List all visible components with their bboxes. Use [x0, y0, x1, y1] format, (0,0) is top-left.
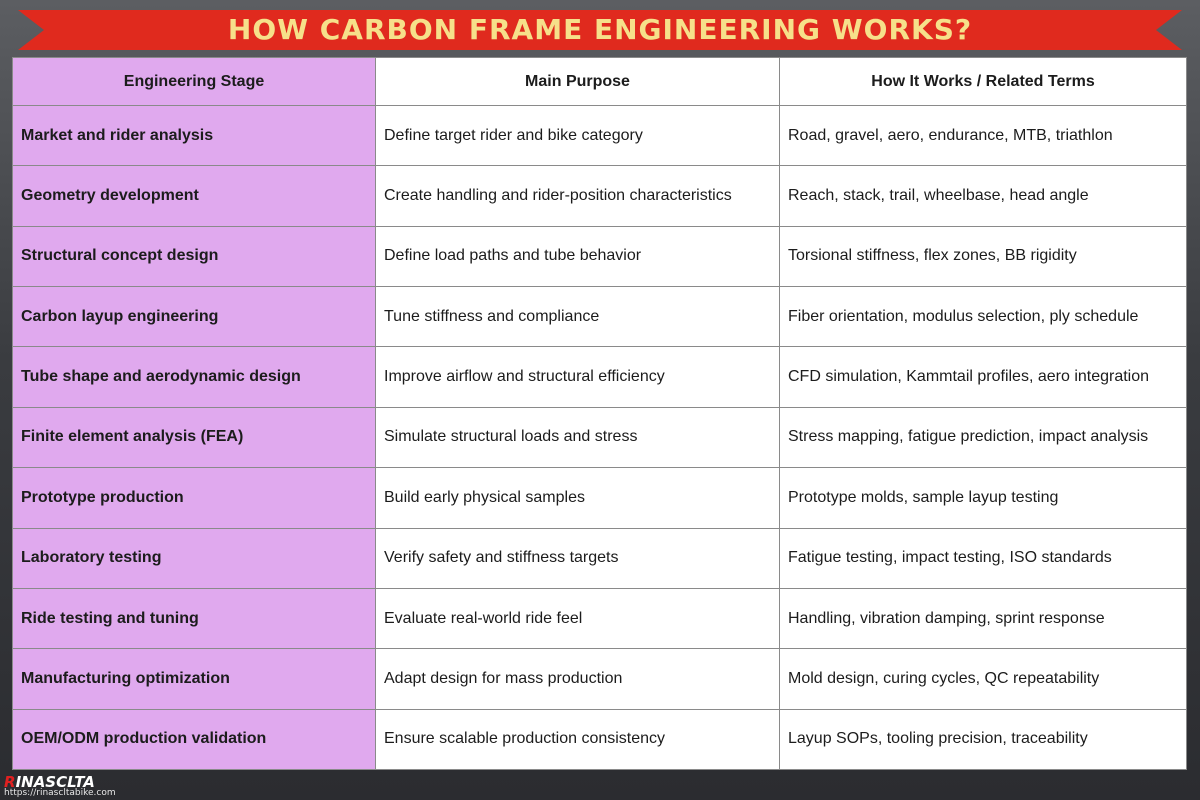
column-header-main-purpose: Main Purpose	[376, 58, 780, 106]
column-header-engineering-stage: Engineering Stage	[13, 58, 376, 106]
table-header-row	[13, 58, 1187, 106]
stage-cell: Prototype production	[13, 468, 376, 528]
terms-cell: Torsional stiffness, flex zones, BB rigidity	[780, 226, 1187, 286]
table-row	[13, 347, 1187, 407]
terms-cell: Fatigue testing, impact testing, ISO standards	[780, 528, 1187, 588]
purpose-cell: Adapt design for mass production	[376, 649, 780, 709]
terms-cell: Reach, stack, trail, wheelbase, head angle	[780, 166, 1187, 226]
table-row	[13, 226, 1187, 286]
table-row	[13, 287, 1187, 347]
terms-cell: Handling, vibration damping, sprint response	[780, 588, 1187, 648]
purpose-cell: Define load paths and tube behavior	[376, 226, 780, 286]
table-row	[13, 407, 1187, 467]
purpose-cell: Verify safety and stiffness targets	[376, 528, 780, 588]
purpose-cell: Ensure scalable production consistency	[376, 709, 780, 769]
stage-cell: Structural concept design	[13, 226, 376, 286]
stage-cell: Carbon layup engineering	[13, 287, 376, 347]
purpose-cell: Build early physical samples	[376, 468, 780, 528]
title-banner	[18, 10, 1182, 50]
stage-cell: Laboratory testing	[13, 528, 376, 588]
table-row	[13, 709, 1187, 769]
purpose-cell: Define target rider and bike category	[376, 106, 780, 166]
purpose-cell: Tune stiffness and compliance	[376, 287, 780, 347]
purpose-cell: Simulate structural loads and stress	[376, 407, 780, 467]
brand-logo	[4, 773, 144, 799]
terms-cell: CFD simulation, Kammtail profiles, aero integration	[780, 347, 1187, 407]
table-row	[13, 468, 1187, 528]
stage-cell: Geometry development	[13, 166, 376, 226]
stage-cell: OEM/ODM production validation	[13, 709, 376, 769]
table-row	[13, 106, 1187, 166]
terms-cell: Road, gravel, aero, endurance, MTB, triathlon	[780, 106, 1187, 166]
terms-cell: Layup SOPs, tooling precision, traceability	[780, 709, 1187, 769]
column-header-how-it-works: How It Works / Related Terms	[780, 58, 1187, 106]
engineering-stages-table	[12, 57, 1187, 770]
stage-cell: Manufacturing optimization	[13, 649, 376, 709]
table-row	[13, 649, 1187, 709]
page-title: HOW CARBON FRAME ENGINEERING WORKS?	[227, 13, 973, 46]
stage-cell: Ride testing and tuning	[13, 588, 376, 648]
stage-cell: Market and rider analysis	[13, 106, 376, 166]
terms-cell: Stress mapping, fatigue prediction, impact analysis	[780, 407, 1187, 467]
brand-url: https://rinascltabike.com	[4, 788, 116, 798]
stage-cell: Tube shape and aerodynamic design	[13, 347, 376, 407]
table-row	[13, 588, 1187, 648]
stage-cell: Finite element analysis (FEA)	[13, 407, 376, 467]
terms-cell: Fiber orientation, modulus selection, ply schedule	[780, 287, 1187, 347]
terms-cell: Prototype molds, sample layup testing	[780, 468, 1187, 528]
table-row	[13, 166, 1187, 226]
purpose-cell: Create handling and rider-position characteristics	[376, 166, 780, 226]
terms-cell: Mold design, curing cycles, QC repeatability	[780, 649, 1187, 709]
table-row	[13, 528, 1187, 588]
purpose-cell: Improve airflow and structural efficiency	[376, 347, 780, 407]
purpose-cell: Evaluate real-world ride feel	[376, 588, 780, 648]
brand-name-rest: INASCLTA	[15, 773, 95, 791]
brand-name-first-letter: R	[4, 773, 16, 791]
